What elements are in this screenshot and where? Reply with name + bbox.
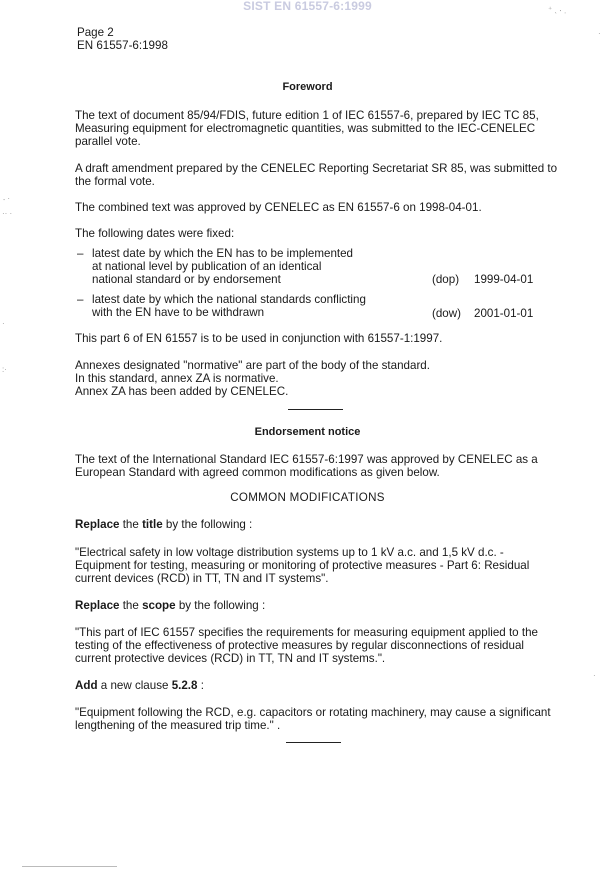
text-line: In this standard, annex ZA is normative. bbox=[75, 372, 279, 386]
instruction-rest: : bbox=[200, 679, 204, 692]
text-line: at national level by publication of an identical bbox=[92, 260, 322, 274]
date-value: 1999-04-01 bbox=[474, 273, 534, 286]
text-line: Equipment for testing, measuring or monitoring of protective measures - Part 6: Residual bbox=[75, 559, 530, 573]
scan-speck: · bbox=[2, 319, 5, 328]
text-line: Annexes designated "normative" are part of the body of the standard. bbox=[75, 359, 430, 372]
foreword-paragraph bbox=[75, 109, 559, 149]
scan-speck: ⸳ · bbox=[3, 194, 11, 203]
endorsement-paragraph bbox=[75, 453, 559, 479]
date-item-text bbox=[92, 293, 366, 319]
text-line: "This part of IEC 61557 specifies the requirements for measuring equipment applied to the bbox=[75, 626, 538, 639]
text-line: Annex ZA has been added by CENELEC. bbox=[75, 385, 289, 399]
text-line: national standard or by endorsement bbox=[92, 273, 281, 287]
text-line: testing of the effectiveness of protective measures by regular disconnections of residual bbox=[75, 639, 524, 653]
endorsement-heading: Endorsement notice bbox=[254, 426, 361, 438]
text-line: latest date by which the EN has to be implemented bbox=[92, 247, 354, 260]
date-value: 2001-01-01 bbox=[474, 307, 534, 320]
instruction-verb: Replace bbox=[75, 518, 120, 531]
scan-speck: :· bbox=[2, 365, 7, 374]
instruction-verb: Replace bbox=[75, 599, 120, 612]
dates-intro: The following dates were fixed: bbox=[75, 227, 235, 240]
date-item-text bbox=[92, 247, 353, 287]
section-divider bbox=[288, 409, 343, 410]
instruction-rest: by the following : bbox=[178, 599, 266, 612]
instruction-word: the bbox=[122, 518, 139, 531]
date-item-dop bbox=[77, 247, 547, 287]
instruction-rest: by the following : bbox=[165, 518, 253, 531]
instruction-target: 5.2.8 bbox=[171, 679, 198, 692]
foreword-paragraph bbox=[75, 162, 559, 188]
common-modifications-heading: COMMON MODIFICATIONS bbox=[230, 491, 385, 504]
text-line: European Standard with agreed common modifications as given below. bbox=[75, 466, 440, 480]
replace-scope-instruction bbox=[75, 599, 559, 612]
date-code: (dop) bbox=[432, 273, 460, 286]
new-title-text bbox=[75, 546, 559, 586]
standard-number: EN 61557-6:1998 bbox=[77, 39, 168, 53]
instruction-target: title bbox=[142, 518, 163, 531]
page-number: Page 2 bbox=[77, 26, 114, 39]
text-line: lengthening of the measured trip time." . bbox=[75, 719, 281, 733]
scan-speck: ⁺ ˎ ⸳ ˌ bbox=[548, 5, 567, 14]
date-item-dow bbox=[77, 293, 547, 320]
add-clause-instruction bbox=[75, 679, 559, 692]
replace-title-instruction bbox=[75, 518, 559, 531]
scan-speck: ·· · bbox=[2, 209, 13, 218]
new-scope-text bbox=[75, 626, 559, 666]
foreword-heading: Foreword bbox=[282, 81, 333, 93]
annex-paragraph bbox=[75, 359, 559, 399]
instruction-word: a new clause bbox=[100, 679, 169, 692]
instruction-target: scope bbox=[142, 599, 176, 612]
text-line: current devices (RCD) in TT, TN and IT systems". bbox=[75, 572, 329, 586]
scan-speck: · bbox=[593, 671, 596, 680]
text-line: "Electrical safety in low voltage distribution systems up to 1 kV a.c. and 1,5 kV d.c. - bbox=[75, 546, 504, 559]
new-clause-text bbox=[75, 706, 559, 732]
text-line: A draft amendment prepared by the CENELEC Reporting Secretariat SR 85, was submitted to bbox=[75, 162, 558, 175]
scan-edge bbox=[22, 866, 117, 867]
approval-paragraph: The combined text was approved by CENELEC as EN 61557-6 on 1998-04-01. bbox=[75, 201, 482, 214]
text-line: "Equipment following the RCD, e.g. capacitors or rotating machinery, may cause a significant bbox=[75, 706, 551, 719]
date-code: (dow) bbox=[432, 307, 461, 320]
text-line: The text of the International Standard IEC 61557-6:1997 was approved by CENELEC as a bbox=[75, 453, 538, 466]
instruction-verb: Add bbox=[75, 679, 98, 692]
list-bullet: – bbox=[77, 247, 84, 260]
text-line: parallel vote. bbox=[75, 135, 141, 149]
scan-speck: · bbox=[598, 29, 601, 38]
text-line: Measuring equipment for electromagnetic quantities, was submitted to the IEC-CENELEC bbox=[75, 122, 536, 136]
conjunction-paragraph: This part 6 of EN 61557 is to be used in conjunction with 61557-1:1997. bbox=[75, 332, 443, 345]
text-line: current protective devices (RCD) in TT, TN and IT systems.". bbox=[75, 652, 386, 666]
text-line: latest date by which the national standards conflicting bbox=[92, 293, 366, 306]
text-line: with the EN have to be withdrawn bbox=[92, 306, 265, 320]
text-line: The text of document 85/94/FDIS, future edition 1 of IEC 61557-6, prepared by IEC TC 85, bbox=[75, 109, 539, 122]
page-header bbox=[77, 26, 168, 52]
list-bullet: – bbox=[77, 293, 84, 306]
watermark: SIST EN 61557-6:1999 bbox=[243, 0, 372, 13]
end-divider bbox=[286, 742, 341, 743]
text-line: the formal vote. bbox=[75, 175, 155, 189]
instruction-word: the bbox=[122, 599, 139, 612]
